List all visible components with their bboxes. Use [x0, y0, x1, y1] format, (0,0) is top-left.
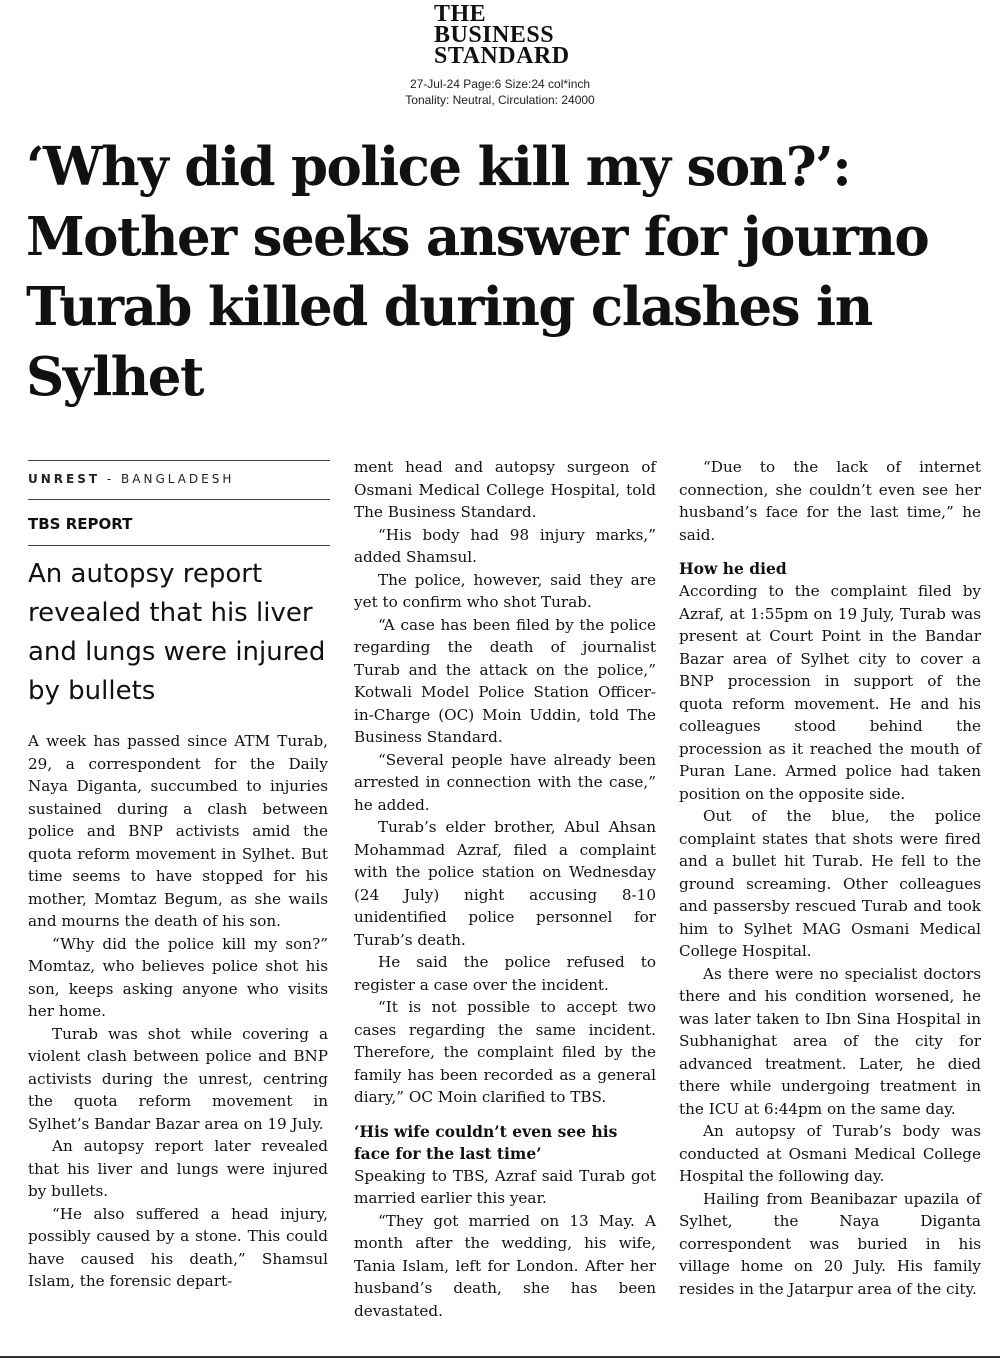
section-divider [28, 499, 330, 500]
article-column-1 [28, 730, 328, 1293]
deck: An autopsy report revealed that his liver and lungs were injured by bullets [28, 559, 326, 706]
article-column-2 [354, 456, 656, 1322]
paragraph: An autopsy of Turab’s body was conducted at Osmani Medical College Hospital the following day. [679, 1122, 981, 1185]
section-sub: BANGLADESH [121, 472, 235, 486]
paragraph: A week has passed since ATM Turab, 29, a correspondent for the Daily Naya Diganta, succumbed to injuries sustained during a clash between police and BNP activists amid the quota reform movement in Sylhet. But time seems to have stopped for his mother, Momtaz Begum, as she wails and mourns the death of his son. [28, 732, 328, 930]
paragraph: Turab was shot while covering a violent clash between police and BNP activists during the unrest, centring the quota reform movement in Sylhet’s Bandar Bazar area on 19 July. [28, 1024, 328, 1133]
byline: TBS REPORT [28, 515, 133, 533]
masthead [420, 1, 600, 69]
paragraph: “His body had 98 injury marks,” added Shamsul. [354, 525, 656, 566]
publication-logo [434, 1, 600, 69]
page-bottom-rule [0, 1356, 1000, 1358]
paragraph: He said the police refused to register a case over the incident. [354, 953, 656, 994]
paragraph: As there were no specialist doctors there and his condition worsened, he was later taken to Ibn Sina Hospital in Subhanighat area of the city for advanced treatment. Later, he died there while undergoing treatment in the ICU at 6:44pm on the same day. [679, 964, 981, 1118]
paragraph: “Why did the police kill my son?” Momtaz, who believes police shot his son, keeps asking anyone who visits her home. [28, 934, 328, 1020]
section-separator: - [100, 472, 122, 486]
logo-line-2: BUSINESS [434, 22, 555, 48]
paragraph: The police, however, said they are yet to confirm who shot Turab. [354, 570, 656, 611]
clip-meta-line-1: 27-Jul-24 Page:6 Size:24 col*inch [409, 77, 591, 91]
paragraph: Turab’s elder brother, Abul Ahsan Mohammad Azraf, filed a complaint with the police station on Wednesday (24 July) night accusing 8-10 unidentified police personnel for Turab’s death. [354, 818, 656, 949]
byline-divider [28, 545, 330, 546]
paragraph: Hailing from Beanibazar upazila of Sylhet, the Naya Diganta correspondent was buried in his village home on 20 July. His family resides in the Jatarpur area of the city. [679, 1189, 981, 1298]
paragraph: “Due to the lack of internet connection, she couldn’t even see her husband’s face for the last time,” he said. [679, 458, 981, 544]
paragraph: An autopsy report later revealed that his liver and lungs were injured by bullets. [28, 1137, 328, 1200]
clip-meta-line-2: Tonality: Neutral, Circulation: 24000 [405, 93, 595, 107]
paragraph: Speaking to TBS, Azraf said Turab got married earlier this year. [354, 1166, 656, 1207]
section-label: UNREST [28, 472, 101, 486]
paragraph: According to the complaint filed by Azraf, at 1:55pm on 19 July, Turab was present at Court Point in the Bandar Bazar area of Sylhet city to cover a BNP procession in support of the quota reform movement. He and his colleagues stood behind the procession as it reached the mouth of Puran Lane. Armed police had taken position on the opposite side. [679, 582, 981, 803]
paragraph: “He also suffered a head injury, possibly caused by a stone. This could have caused his death,” Shamsul Islam, the forensic depart- [28, 1204, 328, 1290]
paragraph: “It is not possible to accept two cases regarding the same incident. Therefore, the complaint filed by the family has been recorded as a general diary,” OC Moin clarified to TBS. [354, 998, 656, 1106]
paragraph: “They got married on 13 May. A month after the wedding, his wife, Tania Islam, left for London. After her husband’s death, she has been devastated. [354, 1211, 656, 1320]
logo-line-3: STANDARD [434, 43, 570, 69]
paragraph: “Several people have already been arrested in connection with the case,” he added. [354, 750, 656, 814]
paragraph: Out of the blue, the police complaint states that shots were fired and a bullet hit Turab. He fell to the ground screaming. Other colleagues and passersby rescued Turab and took him to Sylhet MAG Osmani Medical College Hospital. [679, 807, 981, 960]
subhead-how-he-died: How he died [679, 559, 787, 578]
article-column-3 [679, 456, 981, 1300]
headline: ‘Why did police kill my son?’: Mother seeks answer for journo Turab killed during clashes in Sylhet [26, 136, 929, 408]
paragraph: ment head and autopsy surgeon of Osmani Medical College Hospital, told The Business Standard. [354, 458, 656, 521]
subhead-wife: ‘His wife couldn’t even see his face for the last time’ [354, 1121, 618, 1163]
section-top-rule [28, 460, 330, 461]
paragraph: “A case has been filed by the police regarding the death of journalist Turab and the attack on the police,” Kotwali Model Police Station Officer-in-Charge (OC) Moin Uddin, told The Business Standard. [354, 615, 656, 746]
section-kicker [28, 472, 234, 486]
logo-line-1: THE [434, 1, 487, 27]
